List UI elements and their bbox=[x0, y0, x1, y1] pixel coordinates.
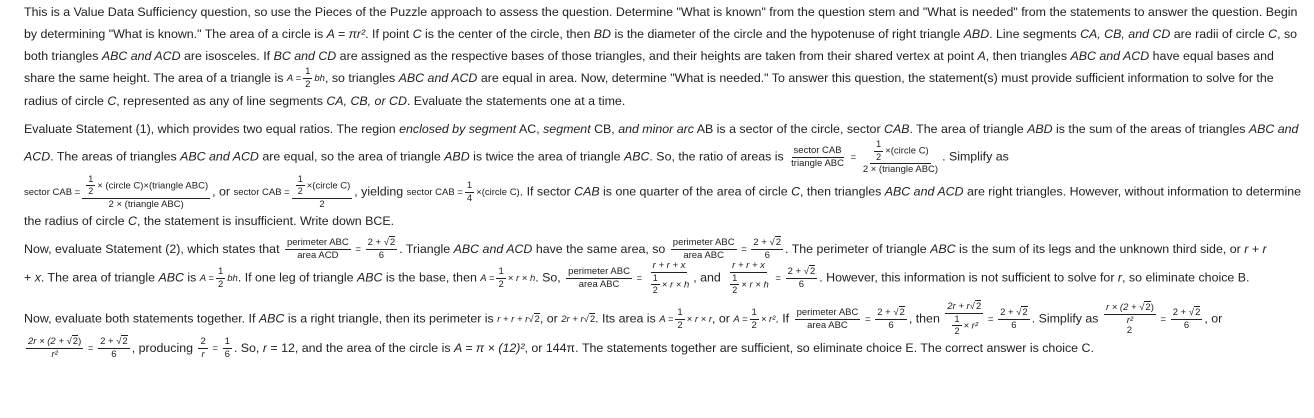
simplify-2: sector CAB = $\frac{1}{2}$ ×(circle C) 2 bbox=[233, 174, 351, 210]
term: ABC and ACD bbox=[101, 49, 181, 63]
paragraph-together: Now, evaluate both statements together. If ABC is a right triangle, then its perimeter is r + r + r√2, or 2r + r√2. Its area is A = $\frac{1}{2}$ × r × r, or A = $\frac{1}{2}$ × r². If $\frac{\text{perimeter ABC}}{\text{area ABC}}$ = $\frac{2 + √2}{6}$ , then 2r + r√2 $\frac{1}{2}$ × r² = $\frac{2 + √2}{6}$ . Simplify as r × (2 + √2) r² 2 = $\frac{2 + √2}{6}$ , or $\frac{2r \times (2 + √2)}{\text{r²}}$ = $\frac{2 + √2}{6}$ , producing $\frac{2}{r}$ = $\frac{1}{6}$ . So, r = 12, and the area of the circle is A = π × (12)², or 144π. The statements together are sufficient, so eliminate choice E. The correct answer is choice C. bbox=[24, 300, 1223, 360]
text: are isosceles. If bbox=[180, 49, 274, 63]
term: BC and CD bbox=[273, 49, 337, 63]
term: BD bbox=[593, 27, 612, 41]
text: . Line segments bbox=[989, 27, 1081, 41]
term: ABC and ACD bbox=[398, 71, 478, 85]
term: ABC and ACD bbox=[1070, 49, 1150, 63]
text: have equal bases and share the same height. The area of a triangle is bbox=[24, 49, 1274, 85]
text: is the diameter of the circle and the hypotenuse of right triangle bbox=[611, 27, 964, 41]
statement-2-ratio-abc: $\frac{\text{perimeter ABC}}{\text{area ABC}}$ = $\frac{2 + √2}{6}$ bbox=[672, 237, 782, 262]
text: . Evaluate the statements one at a time. bbox=[406, 94, 626, 109]
text: . If point bbox=[365, 27, 413, 41]
term: C bbox=[1268, 27, 1278, 41]
text: , then triangles bbox=[985, 49, 1071, 63]
text: , represented as any of line segments bbox=[116, 94, 327, 109]
perimeter-over-area: $\frac{\text{perimeter ABC}}{\text{area ABC}}$ = r + r + x $\frac{1}{2}$ × r × h bbox=[568, 260, 690, 296]
text: This is a Value Data Sufficiency question, so use the Pieces of the Puzzle approach to assess the question. Determine "What is known" from the question stem and "What is needed" from the statements to answer the question. Begin by determining "What is known." The area of a circle is bbox=[24, 5, 1298, 41]
term: C bbox=[412, 27, 422, 41]
simplify-1: sector CAB = $\frac{1}{2}$ × (circle C)×(triangle ABC) 2 × (triangle ABC) bbox=[24, 174, 209, 210]
perimeter-equation: r + r + x $\frac{1}{2}$ × r × h = $\frac{2 + √2}{6}$ bbox=[732, 260, 816, 296]
triangle-area-formula: A = $\frac{1}{2}$ bh bbox=[286, 66, 325, 91]
term: CA, CB, or CD bbox=[326, 94, 407, 109]
text: are equal in area. Now, determine "What is needed." To answer this question, the statement(s) must provide sufficient information to solve for the radius of circle bbox=[24, 71, 1274, 109]
simplify-result: sector CAB = $\frac{1}{4}$ ×(circle C) bbox=[406, 179, 520, 204]
math-inline: A = πr² bbox=[326, 27, 366, 41]
term: ABD bbox=[963, 27, 990, 41]
statement-2-ratio: $\frac{\text{perimeter ABC}}{\text{area ACD}}$ = $\frac{2 + √2}{6}$ bbox=[286, 237, 396, 262]
text: is the center of the circle, then bbox=[421, 27, 594, 41]
term: C bbox=[107, 94, 117, 109]
term: CA, CB, bbox=[1080, 27, 1125, 41]
explanation-text bbox=[0, 1, 1306, 360]
paragraph-known bbox=[24, 1, 1306, 112]
text: are radii of circle bbox=[1170, 27, 1269, 41]
text: , so both triangles bbox=[24, 27, 1298, 63]
ratio-of-areas: $\frac{\text{sector CAB}}{\text{triangle ABC}}$ = $\frac{1}{2}$ ×(circle C) 2 × (triangle ABC) bbox=[791, 139, 939, 176]
term: and CD bbox=[1128, 27, 1171, 41]
paragraph-statement-2: Now, evaluate Statement (2), which states that $\frac{\text{perimeter ABC}}{\text{area ACD}}$ = $\frac{2 + √2}{6}$ . Triangle ABC and ACD have the same area, so $\frac{\text{perimeter ABC}}{\text{area ABC}}$ = $\frac{2 + √2}{6}$ . The perimeter of triangle ABC is the sum of its legs and the unknown third side, or r + r + x. The area of triangle ABC is A = $\frac{1}{2}$ bh. If one leg of triangle ABC is the base, then A = $\frac{1}{2}$ × r × h. So, $\frac{\text{perimeter ABC}}{\text{area ABC}}$ = r + r + x $\frac{1}{2}$ × r × h , and r + r + x $\frac{1}{2}$ × r × h = $\frac{2 + √2}{6}$ . However, this information is not sufficient to solve for r, so eliminate choice B. bbox=[24, 237, 1267, 296]
term: A bbox=[977, 49, 986, 63]
text: , so triangles bbox=[324, 71, 399, 85]
paragraph-statement-1: Evaluate Statement (1), which provides two equal ratios. The region enclosed by segment AC, segment CB, and minor arc AB is a sector of the circle, sector CAB. The area of triangle ABD is the sum of the areas of triangles ABC and ACD. The areas of triangles ABC and ACD are equal, so the area of triangle ABD is twice the area of triangle ABC. So, the ratio of areas is $\frac{\text{sector CAB}}{\text{triangle ABC}}$ = $\frac{1}{2}$ ×(circle C) 2 × (triangle ABC) . Simplify as sector CAB = $\frac{1}{2}$ × (circle C)×(triangle ABC) 2 × (triangle ABC) , or sector CAB = $\frac{1}{2}$ ×(circle C) 2 , yielding sector CAB = $\frac{1}{4}$ ×(circle C). If sector CAB is one quarter of the area of circle C, then triangles ABC and ACD are right triangles. However, without information to determine the radius of circle C, the statement is insufficient. Write down BCE. bbox=[24, 122, 1301, 228]
text: are assigned as the respective bases of those triangles, and their heights are taken from their shared vertex at point bbox=[336, 49, 978, 63]
